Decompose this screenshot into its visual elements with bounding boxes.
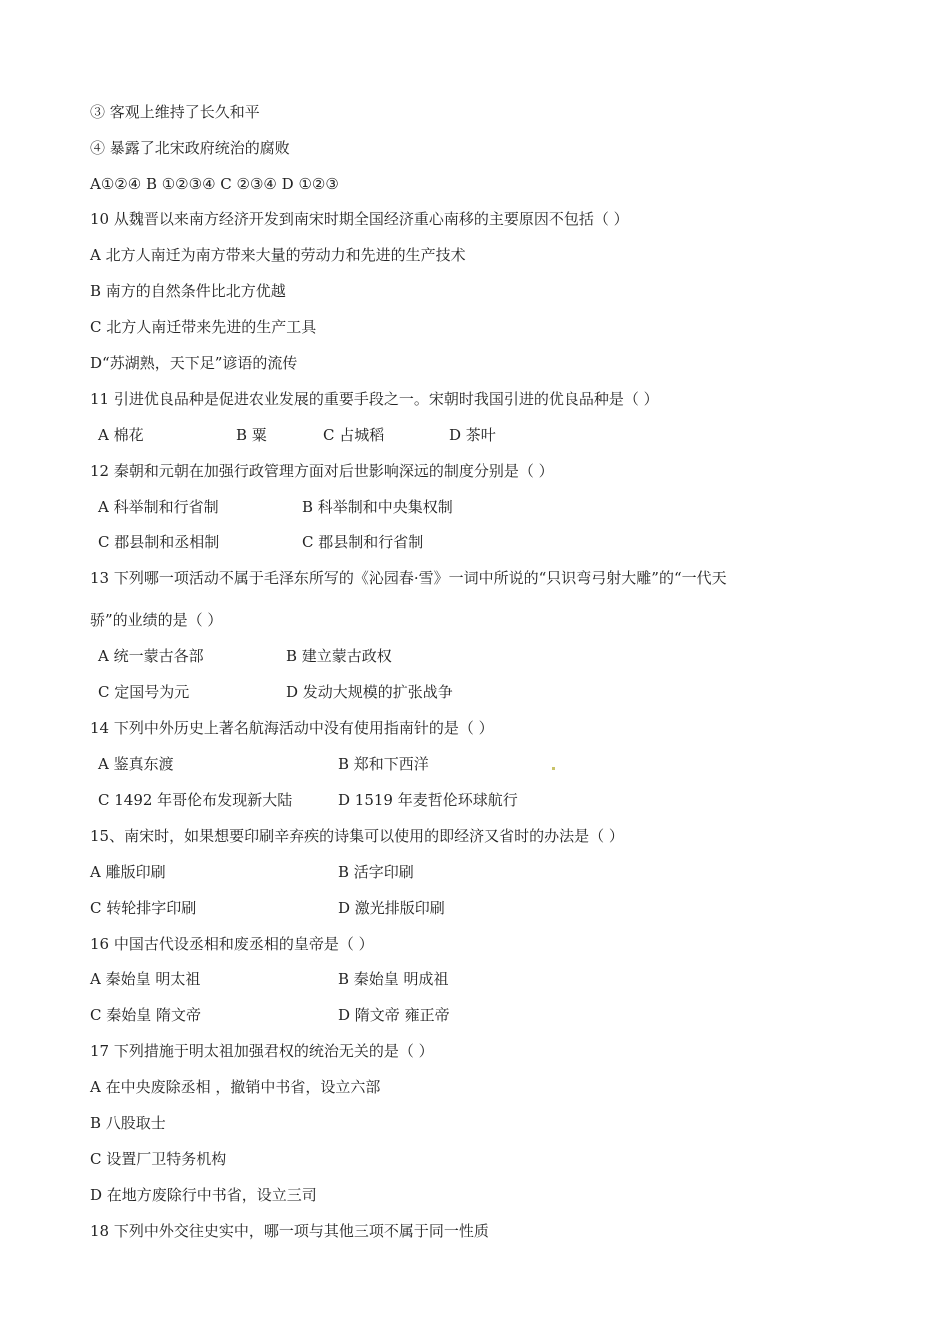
q16-option-d: D 隋文帝 雍正帝 [338, 1006, 450, 1024]
q13-option-d: D 发动大规模的扩张战争 [286, 683, 453, 701]
q10-stem: 10 从魏晋以来南方经济开发到南宋时期全国经济重心南移的主要原因不包括（ ） [90, 210, 629, 228]
q15-option-d: D 激光排版印刷 [338, 899, 445, 917]
q14-option-a: A 鉴真东渡 [98, 755, 174, 773]
q17-stem: 17 下列措施于明太祖加强君权的统治无关的是（ ） [90, 1042, 434, 1060]
q10-option-c: C 北方人南迁带来先进的生产工具 [90, 318, 317, 336]
q11-option-a: A 棉花 [98, 426, 144, 444]
q16-option-a: A 秦始皇 明太祖 [90, 970, 201, 988]
q13-option-c: C 定国号为元 [98, 683, 190, 701]
q14-option-c: C 1492 年哥伦布发现新大陆 [98, 791, 293, 809]
q18-stem: 18 下列中外交往史实中，哪一项与其他三项不属于同一性质 [90, 1222, 489, 1240]
q15-option-c: C 转轮排字印刷 [90, 899, 197, 917]
q15-option-b: B 活字印刷 [338, 863, 414, 881]
q12-stem: 12 秦朝和元朝在加强行政管理方面对后世影响深远的制度分别是（ ） [90, 462, 554, 480]
q10-option-b: B 南方的自然条件比北方优越 [90, 282, 286, 300]
q12-option-c: C 郡县制和丞相制 [98, 533, 220, 551]
q17-option-b: B 八股取士 [90, 1114, 166, 1132]
q16-option-b: B 秦始皇 明成祖 [338, 970, 449, 988]
q10-option-a: A 北方人南迁为南方带来大量的劳动力和先进的生产技术 [90, 246, 466, 264]
q17-option-a: A 在中央废除丞相 ，撤销中书省，设立六部 [90, 1078, 381, 1096]
q17-option-c: C 设置厂卫特务机构 [90, 1150, 227, 1168]
q11-option-b: B 粟 [236, 426, 267, 444]
q14-option-d: D 1519 年麦哲伦环球航行 [338, 791, 518, 809]
q9-options: A①②④ B ①②③④ C ②③④ D ①②③ [90, 175, 339, 193]
q13-option-a: A 统一蒙古各部 [98, 647, 204, 665]
q15-option-a: A 雕版印刷 [90, 863, 166, 881]
q15-stem: 15、南宋时，如果想要印刷辛弃疾的诗集可以使用的即经济又省时的办法是（ ） [90, 827, 624, 845]
q12-option-a: A 科举制和行省制 [98, 498, 219, 516]
q10-option-d: D“苏湖熟，天下足”谚语的流传 [90, 354, 298, 372]
q12-option-b: B 科举制和中央集权制 [302, 498, 453, 516]
q16-stem: 16 中国古代设丞相和废丞相的皇帝是（ ） [90, 935, 374, 953]
q14-option-b: B 郑和下西洋 [338, 755, 429, 773]
q12-option-d: C 郡县制和行省制 [302, 533, 424, 551]
q9-item-4: ④ 暴露了北宋政府统治的腐败 [90, 139, 290, 157]
q13-stem-line-1: 13 下列哪一项活动不属于毛泽东所写的《沁园春·雪》一词中所说的“只识弯弓射大雕”的“一代天 [90, 569, 727, 587]
q11-option-c: C 占城稻 [323, 426, 385, 444]
q14-stem: 14 下列中外历史上著名航海活动中没有使用指南针的是（ ） [90, 719, 494, 737]
speck-mark [552, 767, 555, 770]
q11-option-d: D 茶叶 [449, 426, 496, 444]
q13-stem-line-2: 骄”的业绩的是（ ） [90, 611, 223, 629]
q17-option-d: D 在地方废除行中书省，设立三司 [90, 1186, 317, 1204]
q11-stem: 11 引进优良品种是促进农业发展的重要手段之一。宋朝时我国引进的优良品种是（ ） [90, 390, 659, 408]
q13-option-b: B 建立蒙古政权 [286, 647, 392, 665]
q16-option-c: C 秦始皇 隋文帝 [90, 1006, 202, 1024]
q9-item-3: ③ 客观上维持了长久和平 [90, 103, 260, 121]
